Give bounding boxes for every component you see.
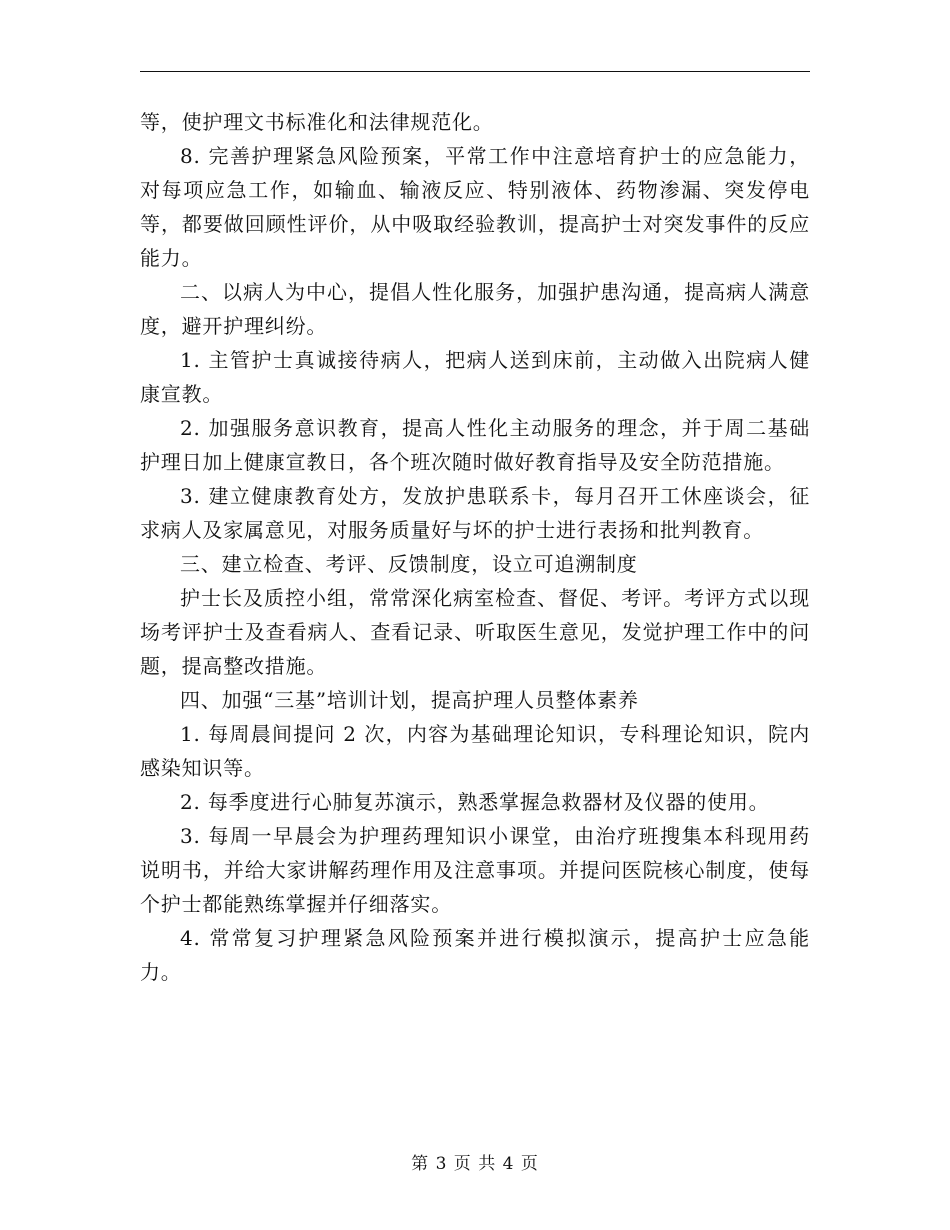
section-heading: 三、建立检查、考评、反馈制度，设立可追溯制度 xyxy=(180,552,638,576)
paragraph: 4. 常常复习护理紧急风险预案并进行模拟演示，提高护士应急能力。 xyxy=(140,926,810,984)
page-footer xyxy=(0,1152,950,1176)
paragraph: 护士长及质控小组，常常深化病室检查、督促、考评。考评方式以现场考评护士及查看病人、查看记录、听取医生意见，发觉护理工作中的问题，提高整改措施。 xyxy=(140,586,810,678)
paragraph: 2. 加强服务意识教育，提高人性化主动服务的理念，并于周二基础护理日加上健康宣教日，各个班次随时做好教育指导及安全防范措施。 xyxy=(140,416,810,474)
paragraph: 3. 每周一早晨会为护理药理知识小课堂，由治疗班搜集本科现用药说明书，并给大家讲解药理作用及注意事项。并提问医院核心制度，使每个护士都能熟练掌握并仔细落实。 xyxy=(140,824,810,916)
paragraph: 3. 建立健康教育处方，发放护患联系卡，每月召开工休座谈会，征求病人及家属意见，对服务质量好与坏的护士进行表扬和批判教育。 xyxy=(140,484,810,542)
section-heading: 四、加强“三基”培训计划，提高护理人员整体素养 xyxy=(180,688,639,712)
paragraph: 2. 每季度进行心肺复苏演示，熟悉掌握急救器材及仪器的使用。 xyxy=(180,790,770,814)
paragraph: 8. 完善护理紧急风险预案，平常工作中注意培育护士的应急能力，对每项应急工作，如输血、输液反应、特别液体、药物渗漏、突发停电等，都要做回顾性评价，从中吸取经验教训，提高护士对突发事件的反应能力。 xyxy=(140,144,810,270)
paragraph: 1. 主管护士真诚接待病人，把病人送到床前，主动做入出院病人健康宣教。 xyxy=(140,348,810,406)
section-heading: 二、以病人为中心，提倡人性化服务，加强护患沟通，提高病人满意度，避开护理纠纷。 xyxy=(140,280,810,338)
paragraph: 等，使护理文书标准化和法律规范化。 xyxy=(140,110,494,134)
document-body xyxy=(140,105,810,989)
header-rule xyxy=(140,71,810,72)
paragraph: 1. 每周晨间提问 2 次，内容为基础理论知识，专科理论知识，院内感染知识等。 xyxy=(140,722,810,780)
page-number: 第 3 页 共 4 页 xyxy=(411,1154,539,1174)
